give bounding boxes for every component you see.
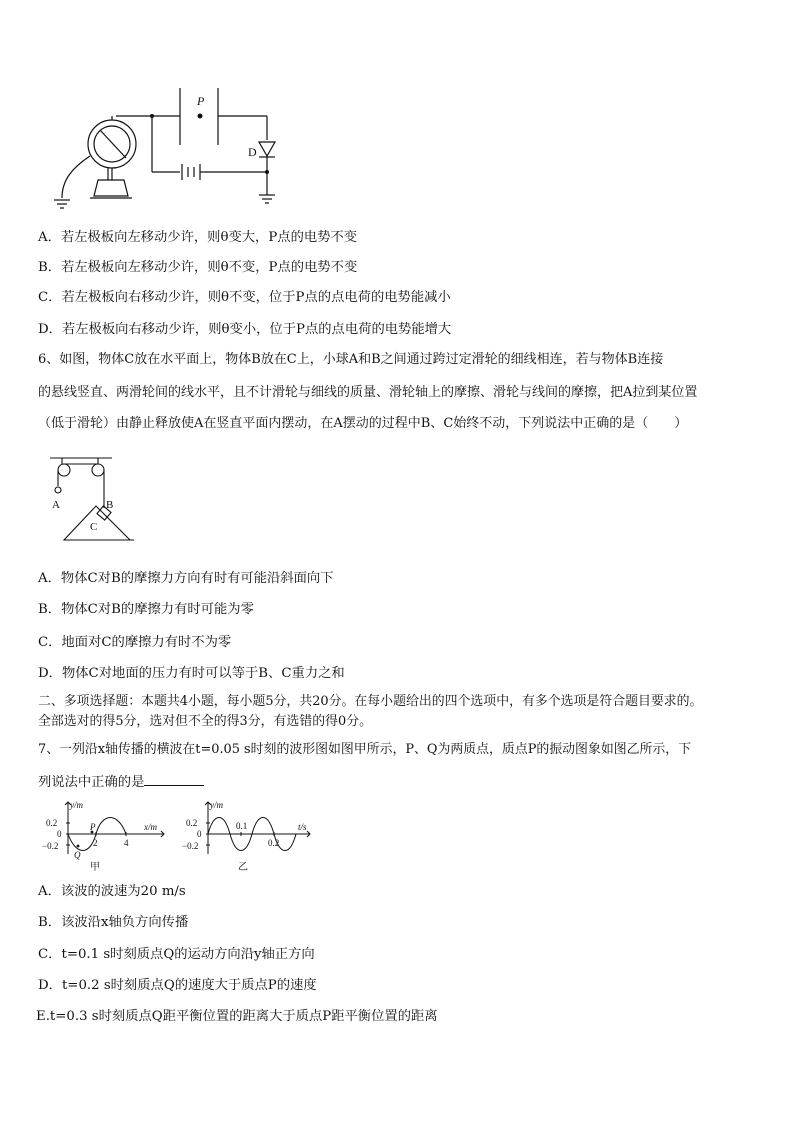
q5-circuit-figure — [0, 0, 794, 230]
q7-option-e: E.t=0.3 s时刻质点Q距平衡位置的距离大于质点P距平衡位置的距离 — [36, 1009, 438, 1024]
jia-ytick-top: 0.2 — [46, 818, 58, 828]
q6-option-c: C．地面对C的摩擦力有时不为零 — [38, 635, 232, 650]
yi-ylabel: y/m — [210, 800, 223, 810]
q6-option-a: A．物体C对B的摩擦力方向有时有可能沿斜面向下 — [38, 571, 334, 586]
label-a: A — [52, 499, 60, 511]
jia-xtick-2: 2 — [93, 838, 98, 848]
yi-xlabel: t/s — [298, 822, 307, 832]
q6-stem-line3: （低于滑轮）由静止释放使A在竖直平面内摆动，在A摆动的过程中B、C始终不动，下列说法中正确的是（ ） — [38, 416, 688, 431]
q6-option-d: D．物体C对地面的压力有时可以等于B、C重力之和 — [38, 666, 345, 681]
jia-point-q: Q — [74, 850, 81, 860]
label-d: D — [248, 145, 257, 159]
jia-ylabel: y/m — [70, 800, 83, 810]
jia-xlabel: x/m — [144, 822, 157, 832]
q7-stem-line1: 7、一列沿x轴传播的横波在t=0.05 s时刻的波形图如图甲所示，P、Q为两质点，质点P的振动图象如图乙所示，下 — [38, 742, 692, 757]
jia-caption: 甲 — [90, 862, 100, 873]
q7-option-c: C．t=0.1 s时刻质点Q的运动方向沿y轴正方向 — [38, 947, 315, 962]
yi-ytick-zero: 0 — [197, 829, 202, 839]
label-c: C — [90, 521, 98, 533]
label-p: P — [197, 94, 205, 108]
jia-ytick-bottom: −0.2 — [42, 841, 59, 851]
section2-line1: 二、多项选择题：本题共4小题，每小题5分，共20分。在每小题给出的四个选项中，有多个选项是符合题目要求的。 — [38, 694, 703, 709]
q5-option-d: D．若左极板向右移动少许，则θ变小，位于P点的点电荷的电势能增大 — [38, 322, 452, 337]
q6-stem-line1: 6、如图，物体C放在水平面上，物体B放在C上，小球A和B之间通过跨过定滑轮的细线相连，若与物体B连接 — [38, 352, 664, 367]
q5-option-a: A．若左极板向左移动少许，则θ变大，P点的电势不变 — [38, 230, 358, 245]
q5-option-b: B．若左极板向左移动少许，则θ不变，P点的电势不变 — [38, 260, 358, 275]
yi-xtick-02: 0.2 — [268, 838, 280, 848]
q7-option-a: A．该波的波速为20 m/s — [38, 884, 186, 899]
q7-graph-yi — [180, 796, 320, 876]
jia-point-p: P — [90, 822, 96, 832]
answer-blank[interactable] — [144, 773, 204, 786]
yi-xtick-01: 0.1 — [236, 821, 248, 831]
q7-graph-jia — [40, 796, 170, 876]
q5-option-c: C．若左极板向右移动少许，则θ不变，位于P点的点电荷的电势能减小 — [38, 290, 451, 305]
yi-ytick-top: 0.2 — [186, 818, 198, 828]
yi-ytick-bottom: −0.2 — [182, 841, 199, 851]
q6-option-b: B．物体C对B的摩擦力有时可能为零 — [38, 602, 254, 617]
section2-line2: 全部选对的得5分，选对但不全的得3分，有选错的得0分。 — [38, 714, 372, 729]
yi-caption: 乙 — [238, 862, 248, 873]
label-b: B — [106, 499, 114, 511]
q7-stem-line2-text: 列说法中正确的是 — [38, 775, 145, 790]
q6-stem-line2: 的悬线竖直、两滑轮间的线水平，且不计滑轮与细线的质量、滑轮轴上的摩擦、滑轮与线间的摩擦，把A拉到某位置 — [38, 385, 698, 400]
jia-ytick-zero: 0 — [57, 829, 62, 839]
jia-xtick-4: 4 — [124, 838, 129, 848]
q7-option-d: D．t=0.2 s时刻质点Q的速度大于质点P的速度 — [38, 978, 317, 993]
q7-stem-line2 — [38, 773, 204, 792]
q7-option-b: B．该波沿x轴负方向传播 — [38, 915, 189, 930]
q6-pulley-figure — [40, 450, 200, 550]
